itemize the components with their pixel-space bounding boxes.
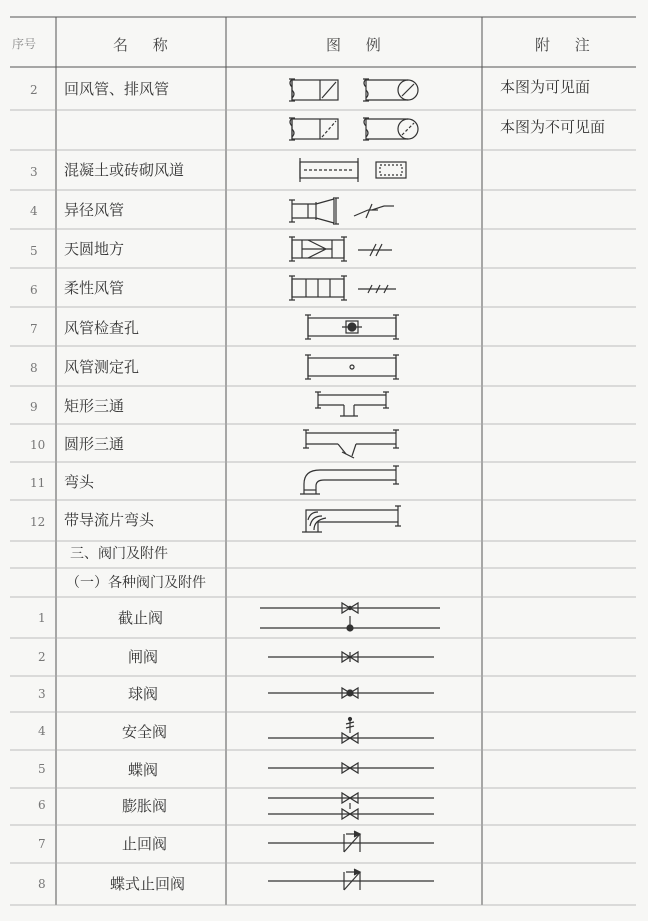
- row-number: 8: [38, 877, 46, 891]
- concrete-brick-duct-icon: [296, 156, 416, 184]
- row-name: 风管检查孔: [64, 319, 140, 337]
- row-name: 圆形三通: [64, 435, 125, 453]
- flexible-duct-icon: [288, 273, 418, 303]
- duct-test-hole-icon: [304, 353, 400, 381]
- round-to-square-transition-icon: [288, 234, 418, 264]
- row-name: 安全阀: [122, 723, 168, 741]
- elbow-icon: [298, 464, 402, 498]
- row-number: 11: [30, 476, 46, 490]
- row-name: 弯头: [64, 473, 95, 491]
- row-number: 4: [30, 204, 38, 218]
- row-number: 1: [38, 611, 46, 625]
- row-number: 2: [30, 83, 38, 97]
- row-number: 7: [38, 837, 46, 851]
- row-number: 6: [38, 798, 46, 812]
- row-name: 柔性风管: [64, 279, 125, 297]
- header-name: 名 称: [113, 36, 178, 54]
- globe-valve-icon: [258, 600, 442, 634]
- row-note: 本图为可见面: [500, 78, 591, 96]
- row-number: 9: [30, 400, 38, 414]
- row-number: 5: [30, 244, 38, 258]
- header-num: 序号: [12, 37, 37, 51]
- row-name: 回风管、排风管: [64, 80, 170, 98]
- row-number: 3: [38, 687, 46, 701]
- row-name: 带导流片弯头: [64, 511, 155, 529]
- row-name: 截止阀: [118, 609, 164, 627]
- ball-valve-icon: [266, 684, 436, 702]
- section-title: 三、阀门及附件: [70, 546, 168, 562]
- row-name: 球阀: [128, 685, 159, 703]
- row-name: 膨胀阀: [122, 797, 168, 815]
- duct-inspection-hole-icon: [304, 313, 400, 341]
- row-number: 7: [30, 322, 38, 336]
- rectangular-tee-icon: [314, 390, 390, 420]
- row-name: 异径风管: [64, 201, 125, 219]
- row-number: 10: [30, 438, 46, 452]
- row-number: 2: [38, 650, 46, 664]
- expansion-valve-icon: [266, 790, 436, 822]
- row-name: 天圆地方: [64, 240, 125, 258]
- row-name: 止回阀: [122, 835, 168, 853]
- row-name: 矩形三通: [64, 397, 125, 415]
- row-name: 风管测定孔: [64, 358, 140, 376]
- gate-valve-icon: [266, 648, 436, 666]
- butterfly-check-valve-icon: [266, 868, 436, 894]
- row-number: 12: [30, 515, 46, 529]
- row-name: 混凝土或砖砌风道: [64, 161, 185, 179]
- round-tee-icon: [302, 428, 402, 460]
- row-name: 蝶式止回阀: [110, 875, 186, 893]
- row-number: 8: [30, 361, 38, 375]
- row-number: 4: [38, 724, 46, 738]
- return-exhaust-duct-visible-icon: [286, 76, 426, 104]
- reducer-duct-icon: [288, 196, 418, 226]
- header-note: 附 注: [535, 36, 600, 54]
- check-valve-icon: [266, 830, 436, 856]
- row-number: 3: [30, 165, 38, 179]
- row-number: 6: [30, 283, 38, 297]
- row-name: 蝶阀: [128, 761, 159, 779]
- butterfly-valve-icon: [266, 759, 436, 777]
- subsection-title: （一）各种阀门及附件: [66, 575, 206, 591]
- return-exhaust-duct-hidden-icon: [286, 115, 426, 143]
- header-legend: 图 例: [326, 36, 391, 54]
- row-note: 本图为不可见面: [500, 118, 606, 136]
- row-number: 5: [38, 762, 46, 776]
- elbow-with-vanes-icon: [300, 504, 404, 536]
- safety-valve-icon: [266, 716, 436, 746]
- row-name: 闸阀: [128, 648, 159, 666]
